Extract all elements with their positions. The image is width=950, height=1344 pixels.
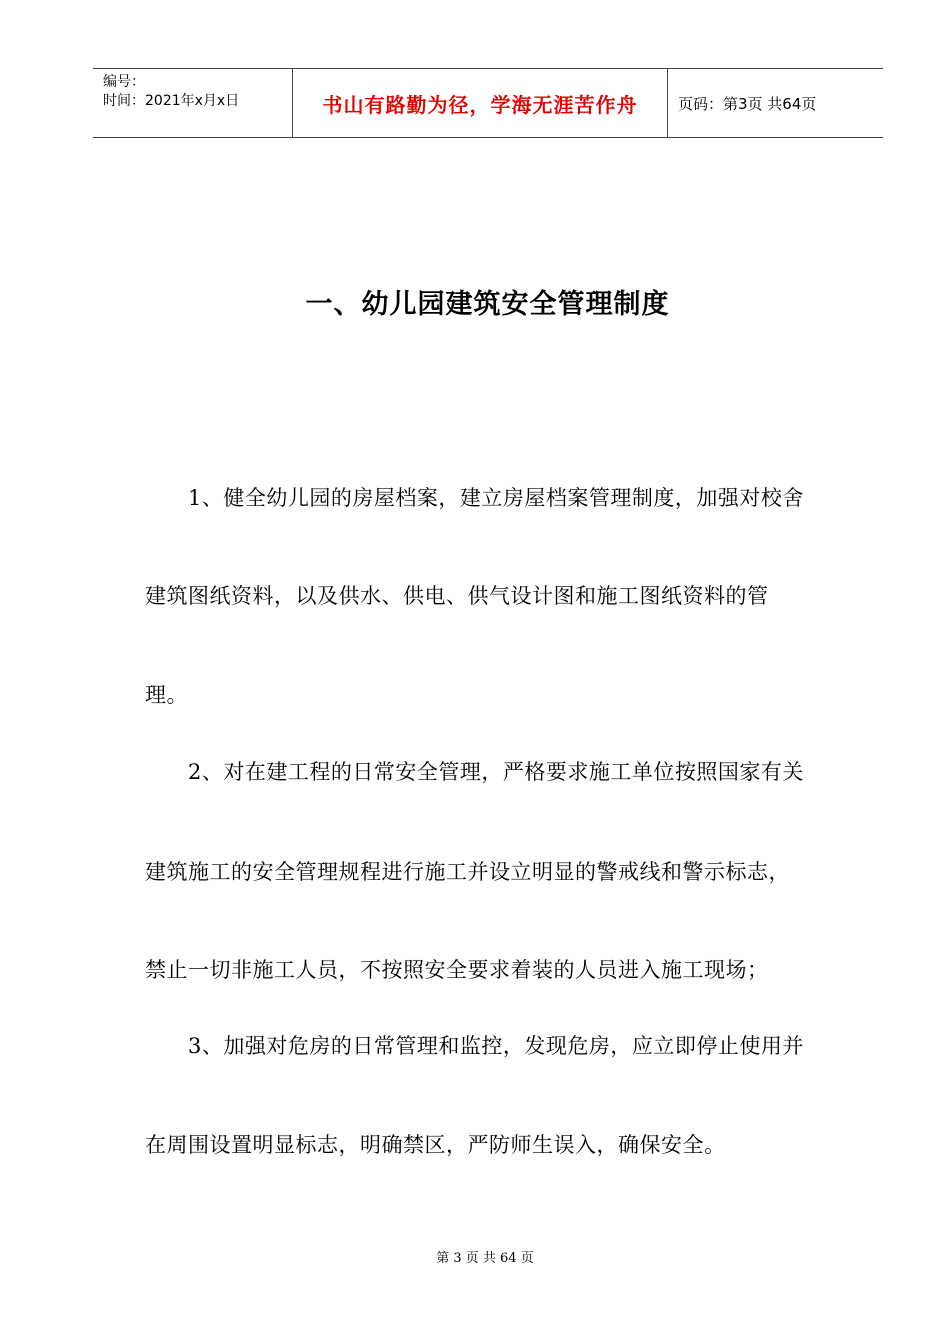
body-line: 建筑图纸资料，以及供水、供电、供气设计图和施工图纸资料的管 [145, 584, 769, 608]
body-line: 3、加强对危房的日常管理和监控，发现危房，应立即停止使用并 [188, 1034, 804, 1058]
page-footer: 第 3 页 共 64 页 [436, 1251, 534, 1266]
body-line: 在周围设置明显标志，明确禁区，严防师生误入，确保安全。 [145, 1133, 726, 1157]
body-line: 建筑施工的安全管理规程进行施工并设立明显的警戒线和警示标志， [145, 860, 790, 884]
header-motto: 书山有路勤为径，学海无涯苦作舟 [293, 69, 668, 137]
body-line: 2、对在建工程的日常安全管理，严格要求施工单位按照国家有关 [188, 760, 804, 784]
header-page-info: 页码：第3页 共64页 [678, 94, 817, 113]
body-line: 1、健全幼儿园的房屋档案，建立房屋档案管理制度，加强对校舍 [188, 486, 804, 510]
page-header [93, 68, 883, 138]
number-label: 编号： [103, 74, 145, 90]
time-label: 时间：2021年x月x日 [103, 93, 240, 109]
body-line: 理。 [145, 683, 188, 707]
body-line: 禁止一切非施工人员，不按照安全要求着装的人员进入施工现场； [145, 958, 769, 982]
document-title: 一、幼儿园建筑安全管理制度 [305, 289, 670, 320]
header-meta [93, 69, 293, 137]
